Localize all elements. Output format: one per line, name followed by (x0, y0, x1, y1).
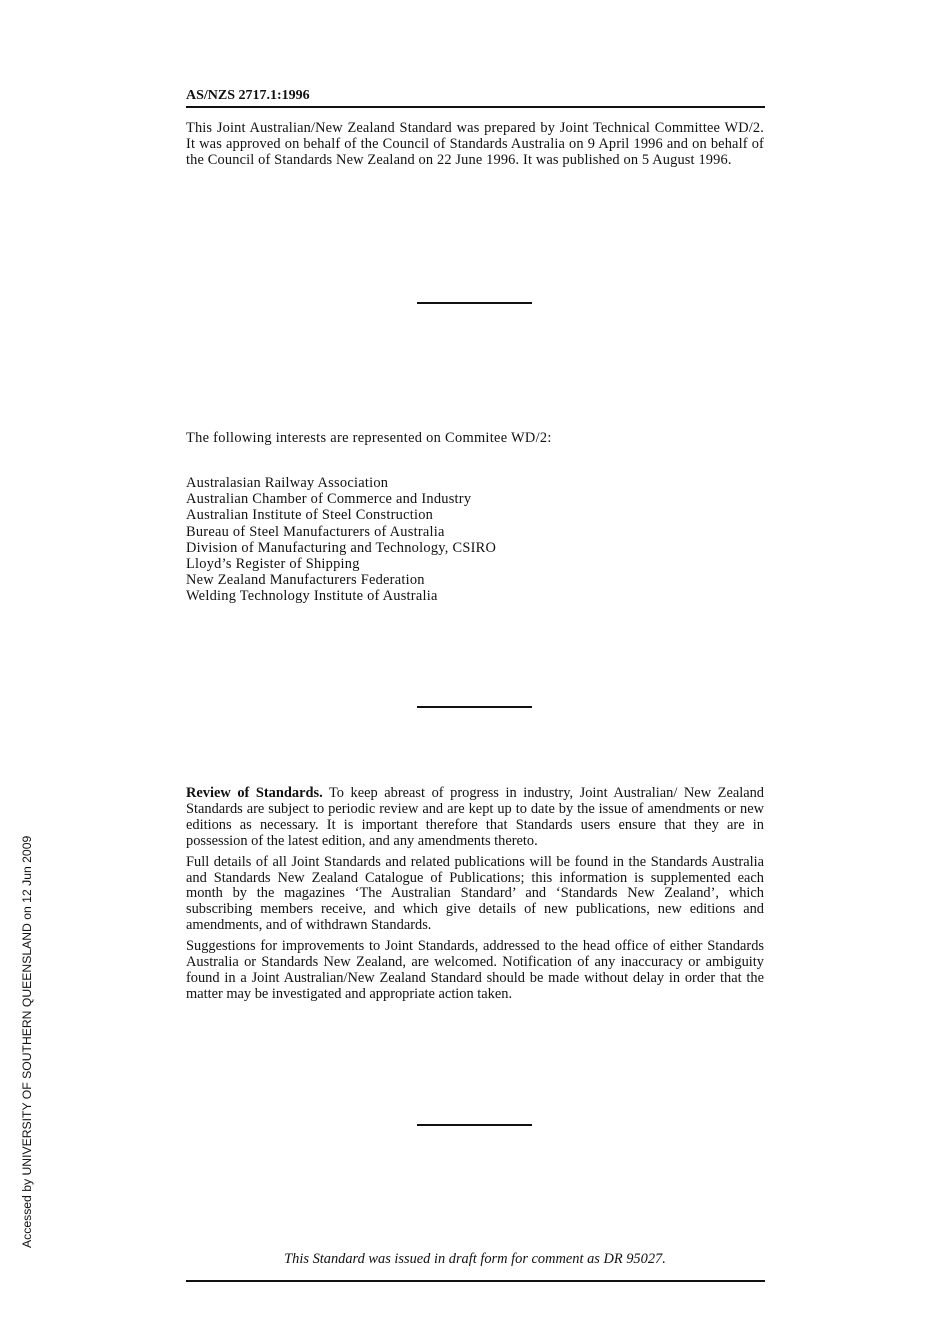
approval-paragraph: This Joint Australian/New Zealand Standard was prepared by Joint Technical Committee WD/2. It was approved on behalf of the Council of Standards Australia on 9 April 1996 and on behalf of the Council of Standards New Zealand on 22 June 1996. It was published on 5 August 1996. (186, 120, 764, 169)
standard-number: AS/NZS 2717.1:1996 (186, 88, 310, 103)
organization-list (186, 475, 496, 605)
separator-rule-2 (417, 706, 532, 708)
review-paragraph-2: Full details of all Joint Standards and related publications will be found in the Standards Australia and Standards New Zealand Catalogue of Publications; this information is supplemented each month by the magazines ‘The Australian Standard’ and ‘Standards New Zealand’, which subscribing members receive, and which give details of new publications, new editions and amendments, and of withdrawn Standards. (186, 853, 764, 934)
organization-item: Bureau of Steel Manufacturers of Australia (186, 523, 445, 540)
review-paragraph-1-text: To keep abreast of progress in industry, Joint Australian/ New Zealand Standards are subject to periodic review and are kept up to date by the issue of amendments or new editions as necessary. It is important therefore that Standards users ensure that they are in possession of the latest edition, and any amendments thereto. (186, 785, 764, 849)
page-header (186, 87, 765, 108)
committee-intro: The following interests are represented on Commitee WD/2: (186, 430, 552, 446)
access-stamp: Accessed by UNIVERSITY OF SOUTHERN QUEENSLAND on 12 Jun 2009 (20, 835, 34, 1248)
separator-rule-1 (417, 302, 532, 304)
organization-item: Division of Manufacturing and Technology, CSIRO (186, 539, 497, 556)
review-paragraph-3: Suggestions for improvements to Joint Standards, addressed to the head office of either Standards Australia or Standards New Zealand, are welcomed. Notification of any inaccuracy or ambiguity found in a Joint Australian/New Zealand Standard should be made without delay in order that the matter may be investigated and appropriate action taken. (186, 938, 764, 1002)
separator-rule-3 (417, 1124, 532, 1126)
organization-item: Australasian Railway Association (186, 475, 389, 491)
review-paragraph-1 (186, 786, 764, 850)
draft-note: This Standard was issued in draft form for comment as DR 95027. (284, 1251, 666, 1267)
organization-item: Australian Institute of Steel Construction (186, 507, 434, 524)
review-heading: Review of Standards. (186, 785, 323, 801)
organization-item: New Zealand Manufacturers Federation (186, 572, 425, 589)
organization-item: Australian Chamber of Commerce and Industry (186, 491, 472, 508)
organization-item: Lloyd’s Register of Shipping (186, 556, 360, 573)
review-section (186, 786, 764, 1008)
organization-item: Welding Technology Institute of Australia (186, 588, 438, 605)
footer-rule (186, 1280, 765, 1282)
